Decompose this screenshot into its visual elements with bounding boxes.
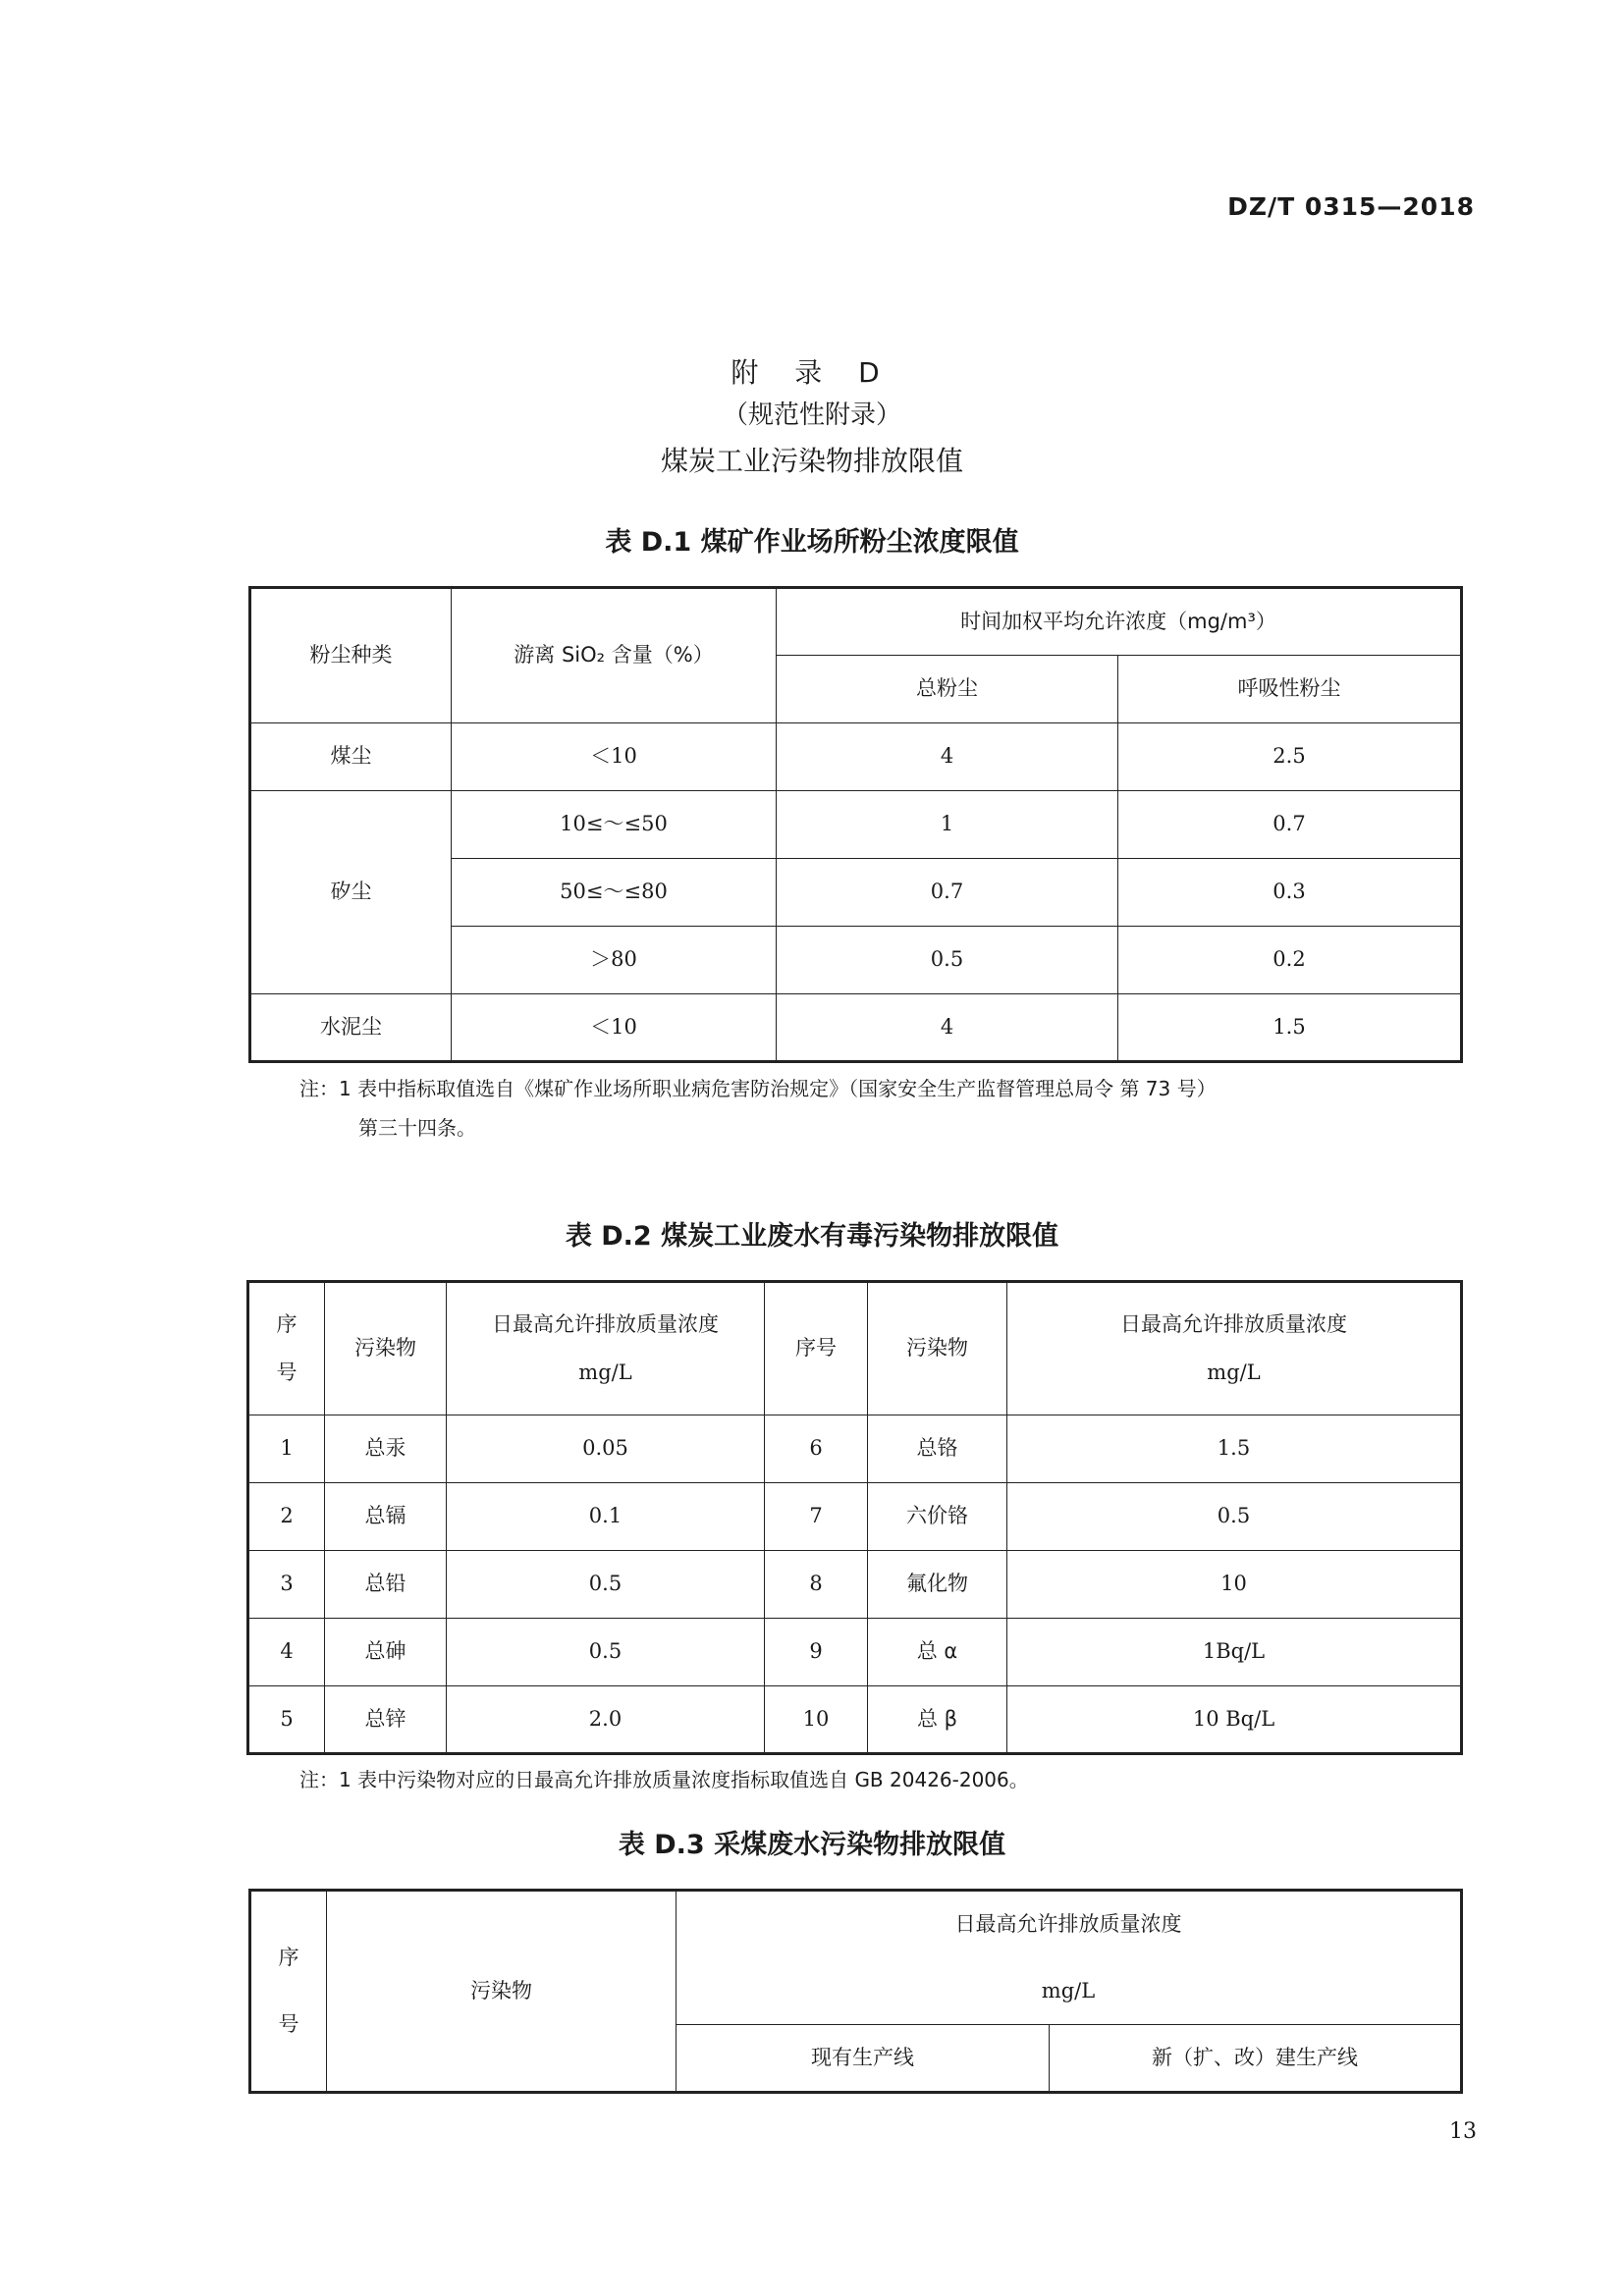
value-cell: 1.5 bbox=[1007, 1415, 1462, 1483]
seq-cell: 5 bbox=[248, 1686, 325, 1754]
seq-cell: 3 bbox=[248, 1551, 325, 1619]
total-dust-cell: 4 bbox=[777, 723, 1118, 791]
header-concentration: 日最高允许排放质量浓度 mg/L bbox=[677, 1891, 1462, 2025]
pollutant-cell: 总铅 bbox=[325, 1551, 447, 1619]
table-row bbox=[248, 1619, 1462, 1686]
header-respirable-dust: 呼吸性粉尘 bbox=[1118, 656, 1462, 723]
seq-cell: 4 bbox=[248, 1619, 325, 1686]
seq-cell: 9 bbox=[765, 1619, 868, 1686]
sio2-cell: ＜10 bbox=[452, 994, 777, 1062]
value-cell: 10 Bq/L bbox=[1007, 1686, 1462, 1754]
appendix-title: 附 录 D bbox=[731, 356, 893, 389]
dust-type-cell: 煤尘 bbox=[250, 723, 452, 791]
header-pollutant: 污染物 bbox=[325, 1282, 447, 1415]
header-seq: 序 号 bbox=[248, 1282, 325, 1415]
header-pollutant-2: 污染物 bbox=[868, 1282, 1007, 1415]
pollutant-cell: 总汞 bbox=[325, 1415, 447, 1483]
table-row bbox=[248, 1483, 1462, 1551]
table-d1-note-continued: 第三十四条。 bbox=[358, 1116, 476, 1140]
seq-cell: 8 bbox=[765, 1551, 868, 1619]
total-dust-cell: 0.5 bbox=[777, 927, 1118, 994]
dust-type-cell: 矽尘 bbox=[250, 791, 452, 994]
header-total-dust: 总粉尘 bbox=[777, 656, 1118, 723]
page-number: 13 bbox=[1449, 2119, 1477, 2144]
header-seq: 序 号 bbox=[250, 1891, 327, 2093]
seq-cell: 7 bbox=[765, 1483, 868, 1551]
standard-code: DZ/T 0315—2018 bbox=[1227, 192, 1475, 221]
table-d2-caption: 表 D.2 煤炭工业废水有毒污染物排放限值 bbox=[565, 1221, 1059, 1252]
header-existing-line: 现有生产线 bbox=[677, 2025, 1050, 2093]
header-concentration-2: 日最高允许排放质量浓度 mg/L bbox=[1007, 1282, 1462, 1415]
value-cell: 2.0 bbox=[447, 1686, 765, 1754]
value-cell: 0.5 bbox=[447, 1551, 765, 1619]
table-d3-caption: 表 D.3 采煤废水污染物排放限值 bbox=[618, 1830, 1006, 1860]
value-cell: 0.1 bbox=[447, 1483, 765, 1551]
seq-cell: 2 bbox=[248, 1483, 325, 1551]
pollutant-cell: 总 α bbox=[868, 1619, 1007, 1686]
table-d2-note: 注：1 表中污染物对应的日最高允许排放质量浓度指标取值选自 GB 20426-2006。 bbox=[299, 1768, 1029, 1791]
pollutant-cell: 总铬 bbox=[868, 1415, 1007, 1483]
total-dust-cell: 1 bbox=[777, 791, 1118, 859]
value-cell: 0.5 bbox=[447, 1619, 765, 1686]
pollutant-cell: 总砷 bbox=[325, 1619, 447, 1686]
header-concentration: 日最高允许排放质量浓度 mg/L bbox=[447, 1282, 765, 1415]
table-d2 bbox=[246, 1280, 1463, 1755]
header-sio2-content: 游离 SiO₂ 含量（%） bbox=[452, 588, 777, 723]
respirable-dust-cell: 2.5 bbox=[1118, 723, 1462, 791]
sio2-cell: ＞80 bbox=[452, 927, 777, 994]
seq-cell: 6 bbox=[765, 1415, 868, 1483]
pollutant-cell: 总锌 bbox=[325, 1686, 447, 1754]
sio2-cell: ＜10 bbox=[452, 723, 777, 791]
table-row bbox=[248, 1551, 1462, 1619]
respirable-dust-cell: 0.2 bbox=[1118, 927, 1462, 994]
sio2-cell: 50≤～≤80 bbox=[452, 859, 777, 927]
table-d1 bbox=[248, 586, 1463, 1063]
table-row bbox=[250, 723, 1462, 791]
appendix-heading: 煤炭工业污染物排放限值 bbox=[660, 445, 963, 477]
value-cell: 10 bbox=[1007, 1551, 1462, 1619]
respirable-dust-cell: 1.5 bbox=[1118, 994, 1462, 1062]
pollutant-cell: 总 β bbox=[868, 1686, 1007, 1754]
header-new-line: 新（扩、改）建生产线 bbox=[1050, 2025, 1462, 2093]
table-row bbox=[250, 994, 1462, 1062]
table-row bbox=[248, 1415, 1462, 1483]
pollutant-cell: 总镉 bbox=[325, 1483, 447, 1551]
table-d1-caption: 表 D.1 煤矿作业场所粉尘浓度限值 bbox=[605, 527, 1019, 558]
seq-cell: 1 bbox=[248, 1415, 325, 1483]
appendix-subtitle: （规范性附录） bbox=[722, 400, 901, 430]
header-pollutant: 污染物 bbox=[327, 1891, 677, 2093]
value-cell: 0.5 bbox=[1007, 1483, 1462, 1551]
table-row bbox=[250, 791, 1462, 859]
header-twa-concentration: 时间加权平均允许浓度（mg/m³） bbox=[777, 588, 1462, 656]
header-seq-2: 序号 bbox=[765, 1282, 868, 1415]
value-cell: 1Bq/L bbox=[1007, 1619, 1462, 1686]
dust-type-cell: 水泥尘 bbox=[250, 994, 452, 1062]
table-d3 bbox=[248, 1889, 1463, 2094]
seq-cell: 10 bbox=[765, 1686, 868, 1754]
total-dust-cell: 4 bbox=[777, 994, 1118, 1062]
table-row bbox=[248, 1686, 1462, 1754]
header-dust-type: 粉尘种类 bbox=[250, 588, 452, 723]
pollutant-cell: 六价铬 bbox=[868, 1483, 1007, 1551]
respirable-dust-cell: 0.7 bbox=[1118, 791, 1462, 859]
sio2-cell: 10≤～≤50 bbox=[452, 791, 777, 859]
table-d1-note: 注：1 表中指标取值选自《煤矿作业场所职业病危害防治规定》（国家安全生产监督管理总局令 第 73 号） bbox=[299, 1077, 1217, 1100]
total-dust-cell: 0.7 bbox=[777, 859, 1118, 927]
pollutant-cell: 氟化物 bbox=[868, 1551, 1007, 1619]
value-cell: 0.05 bbox=[447, 1415, 765, 1483]
respirable-dust-cell: 0.3 bbox=[1118, 859, 1462, 927]
